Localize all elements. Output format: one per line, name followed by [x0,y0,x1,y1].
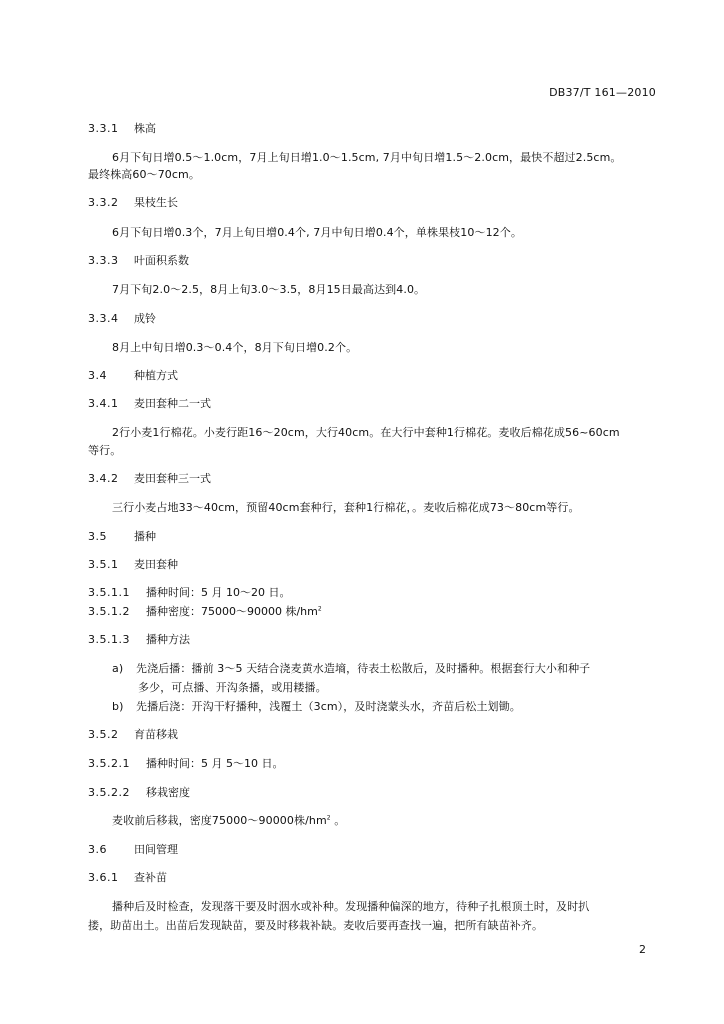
paragraph: 6月下旬日增0.3个，7月上旬日增0.4个, 7月中旬日增0.4个，单株果枝10～12个。 [112,226,522,239]
heading-3-4-1 [88,395,211,411]
heading-3-6-1 [88,869,167,885]
section-title: 叶面积系数 [134,254,189,267]
paragraph-text: 麦收前后移栽，密度75000～90000株/hm [112,814,327,827]
section-number: 3.5.2 [88,728,119,741]
heading-3-4-2 [88,470,211,486]
section-number: 3.3.2 [88,196,119,209]
section-number: 3.3.3 [88,254,119,267]
section-number: 3.4.1 [88,397,119,410]
heading-3-5-2-1 [88,755,283,771]
heading-3-5-1 [88,556,178,572]
section-number: 3.4 [88,369,107,382]
paragraph: 播种后及时检查，发现落干要及时洇水或补种。发现播种偏深的地方，待种子扎根顶土时，及时扒 [112,900,590,913]
section-text: 播种时间：5 月 5～10 日。 [146,757,284,770]
paragraph: 6月下旬日增0.5～1.0cm，7月上旬日增1.0～1.5cm, 7月中旬日增1.5～2.0cm，最快不超过2.5cm。 [112,151,622,164]
section-number: 3.5.1.3 [88,633,130,646]
heading-3-5 [88,528,156,544]
paragraph: 8月上中旬日增0.3～0.4个，8月下旬日增0.2个。 [112,341,358,354]
section-title: 播种方法 [146,633,190,646]
heading-3-5-1-1 [88,584,290,600]
paragraph [112,812,345,828]
paragraph: 最终株高60～70cm。 [88,168,200,181]
section-title: 麦田套种 [134,558,178,571]
superscript: 2 [317,605,322,613]
paragraph: 搂，助苗出土。出苗后发现缺苗，要及时移栽补缺。麦收后要再查找一遍，把所有缺苗补齐。 [88,919,544,932]
section-number: 3.3.1 [88,122,119,135]
heading-3-4 [88,367,178,383]
section-number: 3.3.4 [88,312,119,325]
paragraph: 等行。 [88,444,122,457]
section-number: 3.6.1 [88,871,119,884]
section-title: 麦田套种二一式 [134,397,211,410]
section-title: 移栽密度 [146,786,190,799]
heading-3-6 [88,841,178,857]
superscript: 2 [326,814,331,822]
heading-3-5-1-2 [88,603,322,619]
heading-3-3-3 [88,252,189,268]
section-title: 种植方式 [134,369,178,382]
list-item-b [112,698,521,714]
list-item-a [112,660,590,676]
paragraph-end: 。 [330,814,346,827]
document-code: DB37/T 161—2010 [549,86,656,99]
list-label: a) [112,662,124,675]
heading-3-5-2 [88,726,178,742]
section-title: 田间管理 [134,843,178,856]
heading-3-5-2-2 [88,784,190,800]
list-text: 先播后浇：开沟干籽播种，浅覆土（3cm），及时浇蒙头水，齐苗后松土划锄。 [136,700,521,713]
list-text: 先浇后播：播前 3～5 天结合浇麦黄水造墒，待表土松散后，及时播种。根据套行大小和种子 [136,662,591,675]
section-number: 3.5.2.2 [88,786,130,799]
section-number: 3.5.1.2 [88,605,130,618]
section-number: 3.5 [88,530,107,543]
paragraph: 7月下旬2.0～2.5，8月上旬3.0～3.5，8月15日最高达到4.0。 [112,283,426,296]
section-text: 播种密度：75000～90000 株/hm [146,605,318,618]
section-title: 播种 [134,530,156,543]
section-title: 查补苗 [134,871,167,884]
section-title: 育苗移栽 [134,728,178,741]
heading-3-3-1 [88,120,156,136]
paragraph: 2行小麦1行棉花。小麦行距16～20cm，大行40cm。在大行中套种1行棉花。麦收后棉花成56~60cm [112,426,620,439]
page-number: 2 [639,943,646,956]
section-title: 果枝生长 [134,196,178,209]
section-title: 麦田套种三一式 [134,472,211,485]
section-title: 成铃 [134,312,156,325]
section-number: 3.5.1.1 [88,586,130,599]
heading-3-5-1-3 [88,631,190,647]
paragraph: 三行小麦占地33～40cm，预留40cm套种行，套种1行棉花，。麦收后棉花成73～80cm等行。 [112,501,580,514]
heading-3-3-2 [88,194,178,210]
section-title: 株高 [134,122,156,135]
section-number: 3.5.2.1 [88,757,130,770]
section-text: 播种时间：5 月 10～20 日。 [146,586,291,599]
section-number: 3.5.1 [88,558,119,571]
list-label: b) [112,700,124,713]
section-number: 3.4.2 [88,472,119,485]
list-item-a-continued: 多少，可点播、开沟条播，或用耧播。 [138,681,327,694]
section-number: 3.6 [88,843,107,856]
heading-3-3-4 [88,310,156,326]
